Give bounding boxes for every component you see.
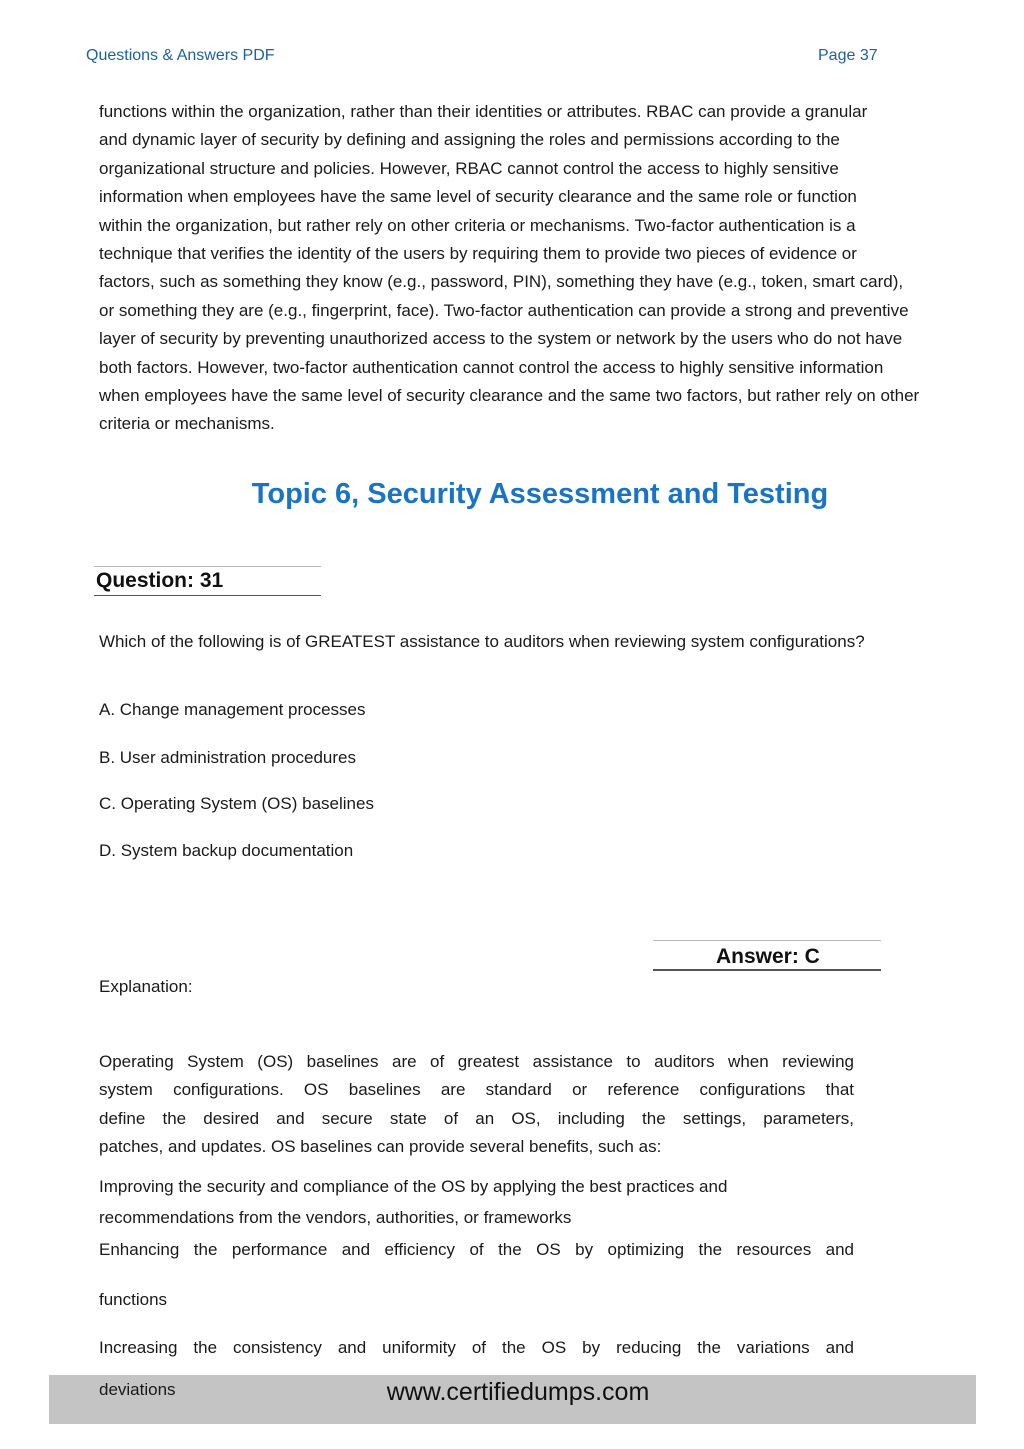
intro-line: when employees have the same level of security clearance and the same two factors, but rather rely on other bbox=[99, 386, 920, 406]
intro-line: and dynamic layer of security by defining and assigning the roles and permissions according to the bbox=[99, 130, 840, 150]
benefit-1-line-2: recommendations from the vendors, authorities, or frameworks bbox=[99, 1208, 572, 1227]
option-a: A. Change management processes bbox=[99, 700, 366, 719]
explanation-line: patches, and updates. OS baselines can provide several benefits, such as: bbox=[99, 1137, 662, 1157]
explanation-line: system configurations. OS baselines are standard or reference configurations that bbox=[99, 1080, 854, 1100]
intro-line: or something they are (e.g., fingerprint, face). Two-factor authentication can provide a strong and preventive bbox=[99, 300, 909, 320]
answer-bottom-rule bbox=[653, 969, 881, 971]
benefit-3 bbox=[99, 1334, 854, 1362]
benefit-3-line: Increasing the consistency and uniformity of the OS by reducing the variations and bbox=[99, 1338, 854, 1357]
intro-line: organizational structure and policies. However, RBAC cannot control the access to highly sensitive bbox=[99, 158, 839, 178]
benefit-3-continuation: deviations bbox=[99, 1380, 176, 1399]
benefit-2 bbox=[99, 1236, 854, 1264]
intro-line: both factors. However, two-factor authentication cannot control the access to highly sensitive information bbox=[99, 357, 884, 377]
benefit-2-continuation: functions bbox=[99, 1290, 168, 1309]
page-number: Page 37 bbox=[818, 47, 878, 64]
intro-line: technique that verifies the identity of the users by requiring them to provide two pieces of evidence or bbox=[99, 244, 857, 264]
intro-line: layer of security by preventing unauthorized access to the system or network by the users who do not have bbox=[99, 329, 903, 349]
option-b: B. User administration procedures bbox=[99, 748, 357, 767]
footer-url[interactable]: www.certifiedumps.com bbox=[386, 1378, 650, 1406]
intro-line: functions within the organization, rather than their identities or attributes. RBAC can provide a granular bbox=[99, 102, 868, 121]
explanation-label: Explanation: bbox=[99, 977, 193, 996]
topic-heading: Topic 6, Security Assessment and Testing bbox=[251, 478, 829, 510]
explanation-paragraph bbox=[99, 1048, 854, 1162]
intro-line: factors, such as something they know (e.g., password, PIN), something they have (e.g., token, smart card), bbox=[99, 272, 904, 292]
header-title: Questions & Answers PDF bbox=[86, 47, 275, 64]
option-d: D. System backup documentation bbox=[99, 841, 354, 860]
answer-label: Answer: C bbox=[716, 945, 820, 968]
benefit-1-line-1: Improving the security and compliance of the OS by applying the best practices and bbox=[99, 1177, 728, 1196]
explanation-line: Operating System (OS) baselines are of greatest assistance to auditors when reviewing bbox=[99, 1052, 854, 1071]
intro-line: information when employees have the same level of security clearance and the same role or function bbox=[99, 187, 857, 207]
question-bottom-rule bbox=[94, 595, 321, 596]
explanation-line: define the desired and secure state of an OS, including the settings, parameters, bbox=[99, 1108, 854, 1128]
option-c: C. Operating System (OS) baselines bbox=[99, 794, 374, 813]
question-label: Question: 31 bbox=[96, 569, 224, 592]
intro-paragraph bbox=[99, 98, 1024, 439]
intro-line: within the organization, but rather rely on other criteria or mechanisms. Two-factor authentication is a bbox=[99, 215, 856, 235]
intro-line: criteria or mechanisms. bbox=[99, 414, 275, 434]
question-top-rule bbox=[94, 566, 321, 567]
benefit-2-line: Enhancing the performance and efficiency of the OS by optimizing the resources and bbox=[99, 1240, 854, 1259]
answer-top-rule bbox=[653, 940, 881, 941]
question-stem: Which of the following is of GREATEST assistance to auditors when reviewing system configurations? bbox=[99, 632, 865, 651]
